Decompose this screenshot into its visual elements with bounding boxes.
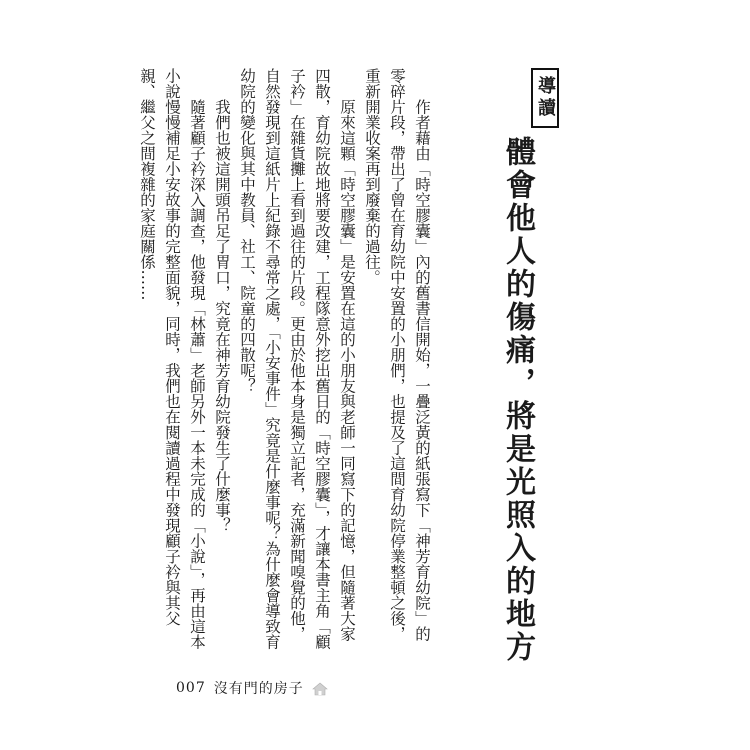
body-text <box>138 68 434 652</box>
paragraph: 隨著顧子衿深入調查，他發現「林蕭」老師另外一本未完成的「小說」，再由這本小說慢慢補足小安故事的完整面貌，同時，我們也在閱讀過程中發現顧子衿與其父親、繼父之間複雜的家庭關係…… <box>138 68 206 650</box>
running-book-title: 沒有門的房子 <box>213 681 304 697</box>
paragraph: 我們也被這開頭吊足了胃口，究竟在神芳育幼院發生了什麼事？ <box>213 99 231 533</box>
page-footer <box>176 678 328 698</box>
paragraph: 作者藉由「時空膠囊」內的舊書信開始，一疊泛黃的紙張寫下「神芳育幼院」的零碎片段，帶出了曾在育幼院中安置的小朋們，也提及了這間育幼院停業整頓之後，重新開業收案再到廢棄的過往。 <box>363 68 431 642</box>
section-badge: 導讀 <box>531 68 559 128</box>
page-number: 007 <box>176 680 206 696</box>
paragraph: 原來這顆「時空膠囊」是安置在這的小朋友與老師一同寫下的記憶，但隨著大家四散，育幼院故地將要改建，工程隊意外挖出舊日的「時空膠囊」，才讓本書主角「顧子衿」在雜貨攤上看到過往的片段。更由於他本身是獨立記者，充滿新聞嗅覺的他，自然發現到這紙片上紀錄不尋常之處，「小安事件」究竟是什麼事呢？為什麼會導致育幼院的變化與其中教員、社工、院童的四散呢？ <box>238 68 356 650</box>
house-icon <box>312 681 328 695</box>
chapter-title: 體會他人的傷痛，將是光照入的地方 <box>500 136 535 664</box>
